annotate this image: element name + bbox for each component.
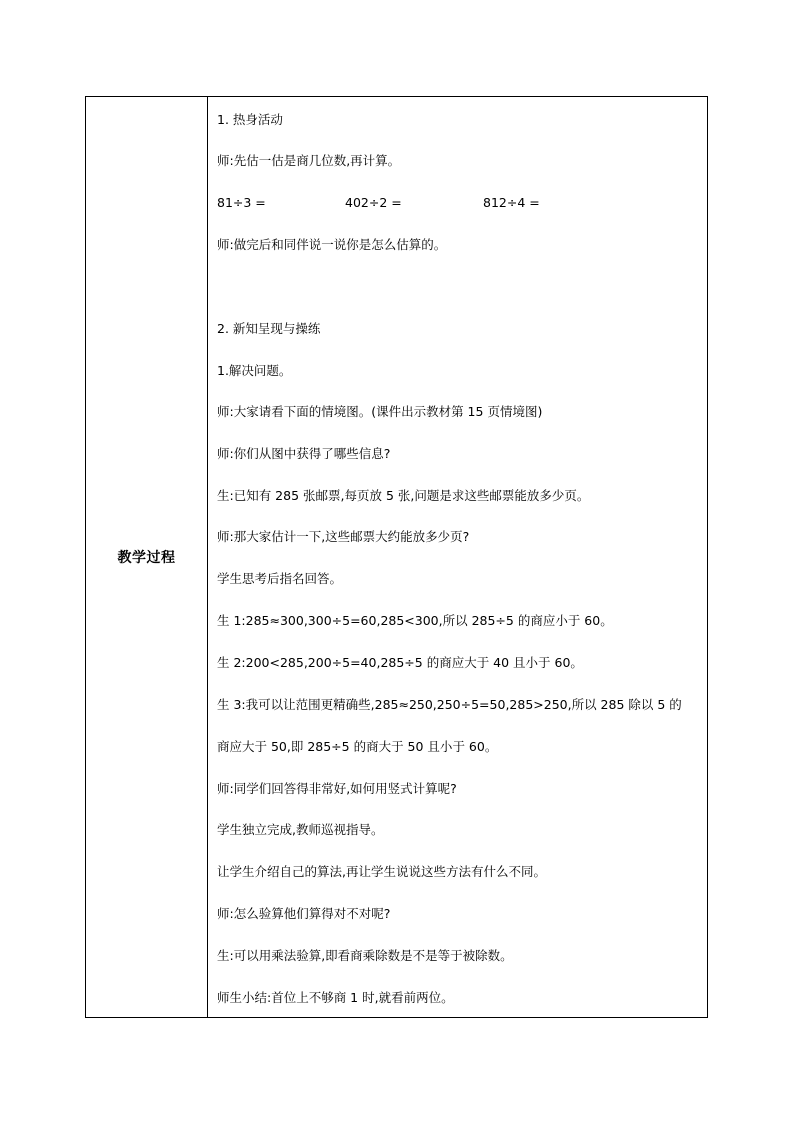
expression-2: 402÷2 = <box>345 195 402 210</box>
text-line: 师:那大家估计一下,这些邮票大约能放多少页? <box>217 529 470 544</box>
text-line: 商应大于 50,即 285÷5 的商大于 50 且小于 60。 <box>217 739 498 754</box>
text-line: 1.解决问题。 <box>217 363 292 378</box>
text-line: 让学生介绍自己的算法,再让学生说说这些方法有什么不同。 <box>217 864 546 879</box>
text-line: 师:同学们回答得非常好,如何用竖式计算呢? <box>217 781 457 796</box>
expression-1: 81÷3 = <box>217 195 266 210</box>
warmup-followup: 师:做完后和同伴说一说你是怎么估算的。 <box>217 237 447 252</box>
text-line: 生 1:285≈300,300÷5=60,285<300,所以 285÷5 的商应小于 60。 <box>217 613 613 628</box>
text-line: 师:你们从图中获得了哪些信息? <box>217 446 391 461</box>
expression-3: 812÷4 = <box>483 195 540 210</box>
text-line: 师:大家请看下面的情境图。(课件出示教材第 15 页情境图) <box>217 404 543 419</box>
warmup-instruction: 师:先估一估是商几位数,再计算。 <box>217 153 401 168</box>
expression-row <box>217 195 717 211</box>
row-label-cell <box>86 97 208 1017</box>
lesson-table <box>85 96 708 1018</box>
text-line: 生:已知有 285 张邮票,每页放 5 张,问题是求这些邮票能放多少页。 <box>217 488 590 503</box>
text-line: 学生思考后指名回答。 <box>217 571 343 586</box>
text-line: 师生小结:首位上不够商 1 时,就看前两位。 <box>217 990 454 1005</box>
text-line: 生:可以用乘法验算,即看商乘除数是不是等于被除数。 <box>217 948 513 963</box>
row-label: 教学过程 <box>117 550 176 566</box>
text-line: 生 2:200<285,200÷5=40,285÷5 的商应大于 40 且小于 60。 <box>217 655 583 670</box>
text-line: 师:怎么验算他们算得对不对呢? <box>217 906 391 921</box>
text-line: 生 3:我可以让范围更精确些,285≈250,250÷5=50,285>250,所以 285 除以 5 的 <box>217 697 682 712</box>
content-cell <box>208 97 707 1017</box>
text-line: 学生独立完成,教师巡视指导。 <box>217 822 384 837</box>
warmup-heading: 1. 热身活动 <box>217 112 283 127</box>
new-heading: 2. 新知呈现与操练 <box>217 321 321 336</box>
